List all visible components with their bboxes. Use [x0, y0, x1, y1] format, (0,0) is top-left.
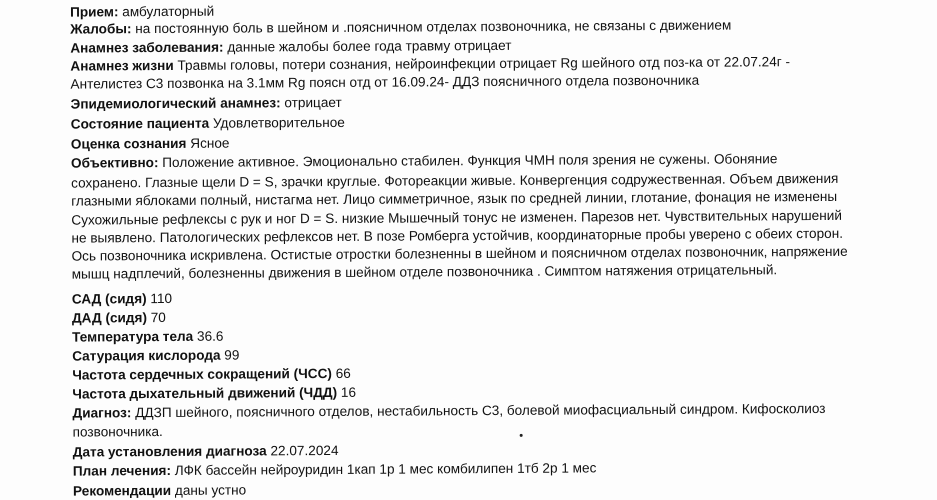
sbp-line — [72, 290, 172, 308]
anamnesis-life-label: Анамнез жизни — [70, 57, 174, 74]
recommendations-line — [73, 482, 246, 500]
diagnosis-date-label: Дата установления диагноза — [72, 443, 267, 460]
patient-state-value: Удовлетворительное — [209, 114, 345, 131]
objective-line-1 — [71, 150, 777, 171]
heart-rate-line — [72, 365, 351, 384]
objective-line-5: не выявлено. Патологических рефлексов нет. В позе Ромберга устойчив, координаторные пробы уверено с обеих сторон. — [71, 225, 844, 246]
resp-rate-label: Частота дыхательный движений (ЧДД) — [72, 384, 338, 402]
objective-line-6: Ось позвоночника искривлена. Остистые отростки болезненны в шейном и поясничном отделах позвоночник, напряжение — [71, 243, 848, 264]
recommendations-value: даны устно — [171, 482, 247, 498]
patient-state-line — [71, 114, 345, 133]
treatment-label: План лечения: — [72, 462, 172, 479]
dbp-value: 70 — [146, 309, 166, 326]
consciousness-value: Ясное — [186, 135, 230, 151]
epidemiological-value: отрицает — [280, 94, 342, 111]
treatment-line — [73, 459, 597, 479]
saturation-label: Сатурация кислорода — [72, 347, 221, 364]
resp-rate-value: 16 — [337, 384, 357, 400]
complaints-line — [70, 17, 731, 38]
objective-label: Объективно: — [70, 155, 159, 171]
objective-line-2: сохранено. Глазные щели D = S, зрачки круглые. Фотореакции живые. Конвергенция содружественная. Объем движения — [71, 170, 839, 191]
complaints-value: на постоянную боль в шейном и .поясничном отделах позвоночника, не связаны с движением — [131, 17, 732, 37]
epidemiological-label: Эпидемиологический анамнез: — [70, 95, 281, 112]
diagnosis-label: Диагноз: — [72, 405, 132, 421]
objective-line-3: глазными яблоками полный, нистагма нет. Лицо симметричное, язык по средней линии, глотание, фонация не изменены — [71, 188, 838, 209]
scan-speck — [520, 434, 523, 437]
diagnosis-line-2: позвоночника. — [72, 424, 163, 440]
temperature-value: 36.6 — [193, 328, 224, 344]
sbp-value: 110 — [146, 290, 173, 307]
diagnosis-date-value: 22.07.2024 — [266, 442, 339, 459]
consciousness-label: Оценка сознания — [70, 135, 187, 152]
anamnesis-life-value-2: Антелистез С3 позвонка на 3.1мм Rg поясн отд от 16.09.24- ДДЗ поясничного отдела позвоночника — [70, 72, 700, 92]
anamnesis-life-value-1: Травмы головы, потери сознания, нейроинфекции отрицает Rg шейного отд поз-ка от 22.07.24г - — [173, 54, 791, 73]
resp-rate-line — [72, 384, 356, 403]
dbp-line — [72, 309, 166, 327]
saturation-value: 99 — [220, 347, 240, 363]
diagnosis-date-line — [73, 442, 339, 461]
anamnesis-disease-value: данные жалобы более года травму отрицает — [223, 37, 512, 55]
recommendations-label: Рекомендации — [72, 482, 172, 499]
reception-value: амбулаторный — [118, 3, 215, 20]
temperature-label: Температура тела — [72, 328, 194, 345]
reception-label: Прием: — [70, 4, 119, 20]
temperature-line — [72, 328, 223, 346]
objective-line-4: Сухожильные рефлексы с рук и ног D = S. низкие Мышечный тонус не изменен. Парезов нет. Чувствительных нарушений — [71, 207, 842, 228]
complaints-label: Жалобы: — [70, 21, 132, 37]
anamnesis-disease-line — [70, 37, 511, 57]
diagnosis-value-1: ДДЗП шейного, поясничного отделов, нестабильность С3, болевой миофасциальный синдром. Кифосколиоз — [131, 400, 826, 421]
anamnesis-disease-label: Анамнез заболевания: — [70, 39, 224, 56]
heart-rate-value: 66 — [331, 365, 351, 381]
sbp-label: САД (сидя) — [71, 291, 147, 307]
epidemiological-line — [71, 94, 342, 113]
diagnosis-line-1 — [72, 400, 825, 422]
heart-rate-label: Частота сердечных сокращений (ЧСС) — [72, 365, 332, 383]
objective-value-1: Положение активное. Эмоционально стабилен. Функция ЧМН поля зрения не сужены. Обоняние — [158, 151, 778, 171]
treatment-value: ЛФК бассейн нейроуридин 1кап 1р 1 мес комбилипен 1тб 2р 1 мес — [170, 460, 597, 478]
objective-line-7: мышц надплечий, болезненны движения в шейном отделе позвоночника . Симптом натяжения отрицательный. — [71, 262, 778, 282]
saturation-line — [72, 347, 239, 365]
consciousness-line — [71, 135, 230, 153]
dbp-label: ДАД (сидя) — [71, 310, 147, 326]
anamnesis-life-line-2 — [70, 72, 699, 93]
patient-state-label: Состояние пациента — [70, 115, 210, 132]
reception-line — [70, 3, 214, 21]
